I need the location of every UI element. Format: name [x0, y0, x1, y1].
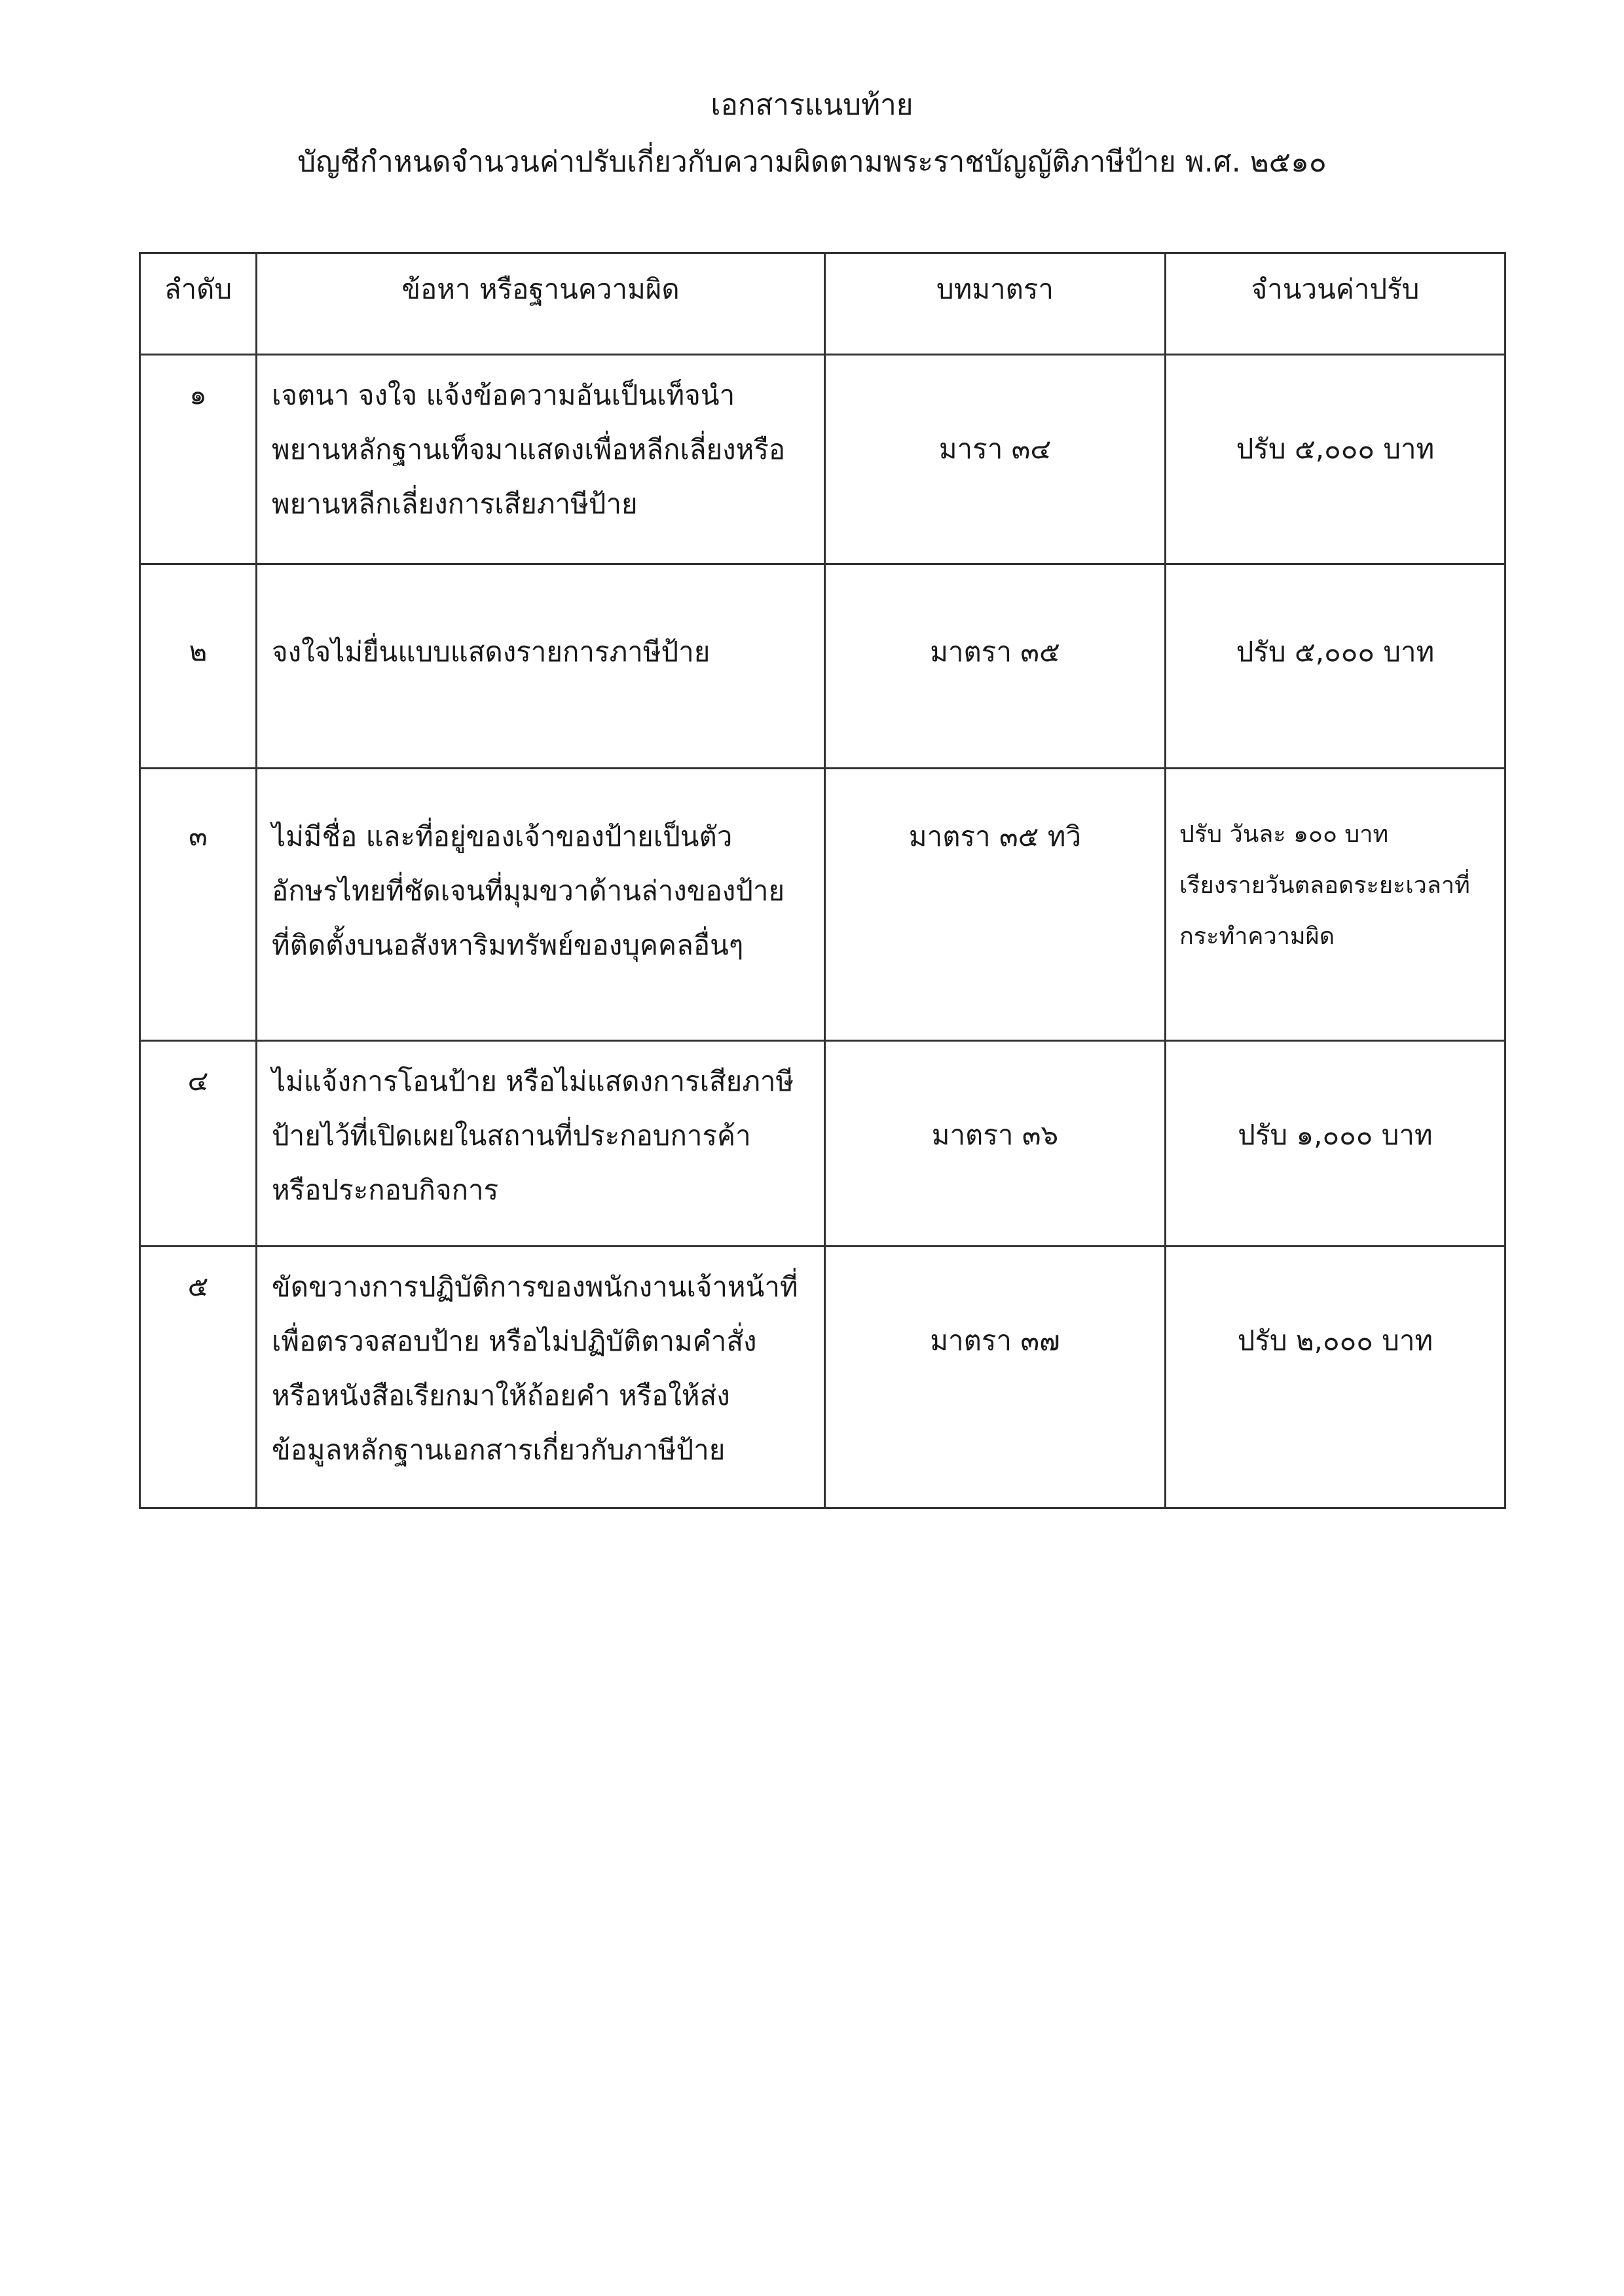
offense-line: ไม่มีชื่อ และที่อยู่ของเจ้าของป้ายเป็นตัว [272, 820, 733, 852]
table-row [140, 1041, 1505, 1247]
section-text: มาตรา ๓๖ [931, 1119, 1059, 1151]
fine-line: ปรับ ๕,๐๐๐ บาท [1236, 433, 1435, 465]
offense-line: จงใจไม่ยื่นแบบแสดงรายการภาษีป้าย [272, 636, 710, 668]
offense-line: หรือหนังสือเรียกมาให้ถ้อยคำ หรือให้ส่ง [272, 1379, 730, 1412]
row-number [140, 1041, 257, 1247]
fine-line: กระทำความผิด [1179, 923, 1335, 950]
header-no: ลำดับ [140, 253, 257, 355]
header-section: บทมาตรา [825, 253, 1166, 355]
section-cell [825, 1247, 1166, 1508]
offense-line: อักษรไทยที่ชัดเจนที่มุมขวาด้านล่างของป้าย [272, 875, 785, 907]
row-number [140, 1247, 257, 1508]
fine-line: เรียงรายวันตลอดระยะเวลาที่ [1179, 872, 1470, 899]
document-title: เอกสารแนบท้าย [710, 88, 913, 122]
table-row [140, 1247, 1505, 1508]
section-cell [825, 1041, 1166, 1247]
document-subtitle: บัญชีกำหนดจำนวนค่าปรับเกี่ยวกับความผิดตามพระราชบัญญัติภาษีป้าย พ.ศ. ๒๕๑๐ [297, 145, 1327, 179]
fine-cell [1166, 564, 1505, 769]
offense-line: หรือประกอบกิจการ [272, 1174, 499, 1206]
section-text: มาตรา ๓๕ ทวิ [908, 820, 1082, 852]
section-text: มาตรา ๓๗ [930, 1324, 1060, 1357]
row-number [140, 355, 257, 564]
row-number [140, 769, 257, 1041]
fine-cell [1166, 355, 1505, 564]
fine-line: ปรับ ๕,๐๐๐ บาท [1236, 636, 1435, 668]
header-offense: ข้อหา หรือฐานความผิด [257, 253, 825, 355]
row-number-text: ๒ [189, 635, 208, 667]
offense-line: ไม่แจ้งการโอนป้าย หรือไม่แสดงการเสียภาษี [272, 1065, 794, 1097]
table-header-row [140, 253, 1505, 355]
offense-cell [257, 1247, 825, 1508]
fine-cell [1166, 1041, 1505, 1247]
section-text: มาตรา ๓๕ [930, 636, 1060, 668]
offense-cell [257, 355, 825, 564]
table-row [140, 769, 1505, 1041]
row-number-text: ๔ [187, 1065, 209, 1097]
offense-line: พยานหลีกเลี่ยงการเสียภาษีป้าย [272, 488, 638, 520]
fine-line: ปรับ ๑,๐๐๐ บาท [1238, 1119, 1433, 1151]
offense-cell [257, 564, 825, 769]
row-number-text: ๓ [189, 820, 208, 852]
offense-line: เจตนา จงใจ แจ้งข้อความอันเป็นเท็จนำ [272, 379, 735, 411]
row-number-text: ๕ [187, 1270, 209, 1302]
table-row [140, 564, 1505, 769]
row-number-text: ๑ [189, 378, 207, 410]
offense-line: พยานหลักฐานเท็จมาแสดงเพื่อหลีกเลี่ยงหรือ [272, 433, 786, 465]
section-cell [825, 564, 1166, 769]
header-fine: จำนวนค่าปรับ [1166, 253, 1505, 355]
offense-line: ป้ายไว้ที่เปิดเผยในสถานที่ประกอบการค้า [272, 1120, 751, 1152]
fine-line: ปรับ วันละ ๑๐๐ บาท [1179, 821, 1389, 848]
offense-cell [257, 1041, 825, 1247]
offense-cell [257, 769, 825, 1041]
section-cell [825, 769, 1166, 1041]
section-cell [825, 355, 1166, 564]
row-number [140, 564, 257, 769]
offense-line: เพื่อตรวจสอบป้าย หรือไม่ปฏิบัติตามคำสั่ง [272, 1325, 757, 1357]
fine-cell [1166, 1247, 1505, 1508]
section-text: มารา ๓๔ [938, 433, 1052, 465]
fines-table [139, 252, 1506, 1509]
offense-line: ขัดขวางการปฏิบัติการของพนักงานเจ้าหน้าที่ [272, 1271, 798, 1303]
fine-cell [1166, 769, 1505, 1041]
table-row [140, 355, 1505, 564]
offense-line: ที่ติดตั้งบนอสังหาริมทรัพย์ของบุคคลอื่นๆ [272, 929, 744, 961]
fine-line: ปรับ ๒,๐๐๐ บาท [1237, 1324, 1433, 1357]
offense-line: ข้อมูลหลักฐานเอกสารเกี่ยวกับภาษีป้าย [272, 1434, 726, 1466]
